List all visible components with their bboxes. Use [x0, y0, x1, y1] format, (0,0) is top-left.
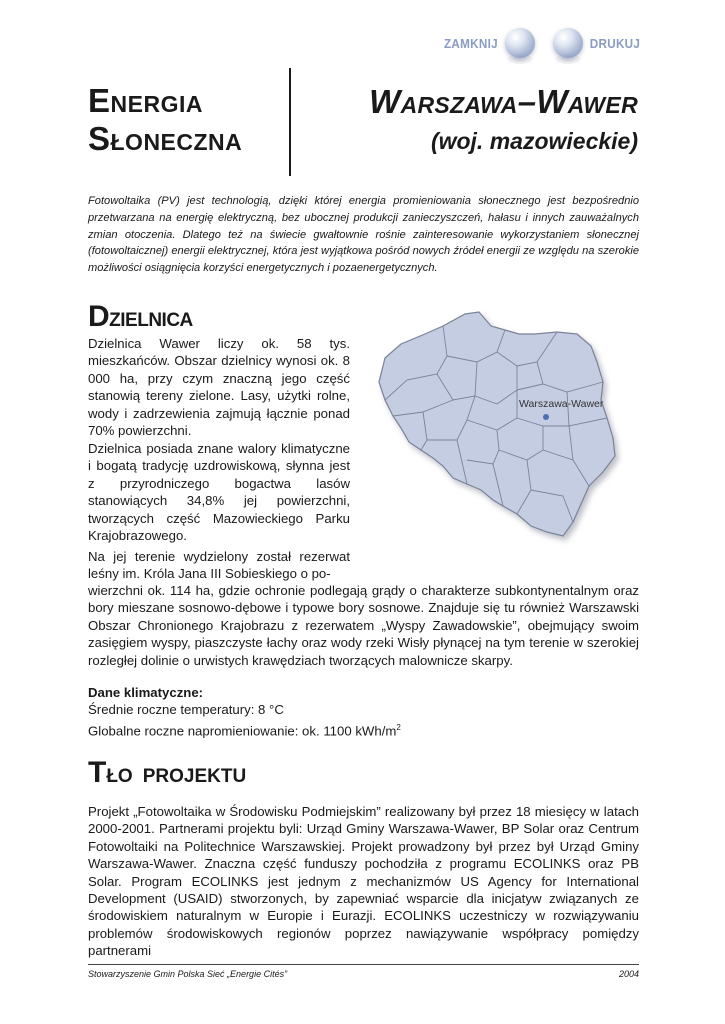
heading-initial: D	[88, 300, 110, 333]
footer-year: 2004	[618, 969, 639, 979]
location-name: Warszawa–Wawer	[369, 83, 638, 120]
title-line-2: Słoneczna	[88, 120, 243, 157]
climate-irradiation-exponent: 2	[396, 722, 401, 732]
poland-map	[367, 300, 637, 552]
section-heading-dzielnica	[88, 300, 193, 334]
dzielnica-paragraph-3-rest: wierzchni ok. 114 ha, gdzie ochronie podlegają grądy o charakterze subkontynentalnym oraz bory mieszane sosnowo-dębowe i typowe bory sosnowe. Znajduje się tu również Warszawski Obszar Chronionego Krajobrazu z rezerwatem „Wyspy Zawadowskie”, obejmujący swoim zasięgiem wyspy, piaszczyste łachy oraz wody rzeki Wisły płynącej na tym terenie w szerokiej rozległej dolinie o urwistych krawędziach tworzących malownicze skarpy.	[88, 583, 639, 668]
section-heading-tlo-projektu	[88, 756, 246, 790]
heading-initial: T	[88, 756, 107, 789]
region-name: (woj. mazowieckie)	[430, 128, 638, 154]
top-nav	[441, 28, 643, 58]
print-button[interactable]: DRUKUJ	[589, 35, 641, 51]
climate-irradiation-text: Globalne roczne napromieniowanie: ok. 1100 kWh/m	[88, 723, 397, 739]
dzielnica-paragraph-1: Dzielnica Wawer liczy ok. 58 tys. mieszkańców. Obszar dzielnicy wynosi ok. 8 000 ha, przy czym znaczną jego część stanowią tereny zielone. Lasy, użytki rolne, wody i zadrzewienia zajmują łącznie ponad 70% powierzchni.	[88, 336, 350, 439]
footer-organization: Stowarzyszenie Gmin Polska Sieć „Energie Cités”	[88, 969, 288, 979]
title-divider	[289, 68, 291, 176]
dzielnica-paragraph-3-start: Na jej terenie wydzielony został rezerwat leśny im. Króla Jana III Sobieskiego o po-	[88, 549, 350, 582]
climate-heading: Dane klimatyczne:	[88, 685, 204, 700]
title-line-1: Energia	[88, 82, 203, 119]
climate-data	[88, 684, 401, 740]
climate-temperature: Średnie roczne temperatury: 8 °C	[88, 702, 284, 718]
page-title	[88, 82, 242, 158]
close-orb-icon[interactable]	[505, 28, 535, 58]
footer-divider	[88, 964, 639, 965]
climate-irradiation	[88, 719, 401, 740]
heading-rest: ZIELNICA	[109, 310, 193, 331]
wawer-location-marker	[543, 414, 549, 420]
close-button[interactable]: ZAMKNIJ	[444, 35, 499, 51]
intro-paragraph: Fotowoltaika (PV) jest technologią, dzięki której energia promieniowania słonecznego jest bezpośrednio przetwarzana na energię elektryczną, bez ubocznej produkcji zanieczyszczeń, hałasu i innych zauważalnych zmian otoczenia. Dlatego też na świecie gwałtownie rośnie zainteresowanie wykorzystaniem słonecznej (fotowoltaicznej) energii elektrycznej, która jest wyjątkowa pośród nowych źródeł energii ze względu na szerokie możliwości osiągnięcia korzyści energetycznych i pozaenergetycznych.	[88, 195, 639, 275]
heading-rest: ŁO	[106, 766, 133, 787]
tlo-paragraph: Projekt „Fotowoltaika w Środowisku Podmiejskim” realizowany był przez 18 miesięcy w latach 2000-2001. Partnerami projektu byli: Urząd Gminy Warszawa-Wawer, BP Solar oraz Centrum Fotowoltaiki na Politechnice Warszawskiej. Projekt prowadzony był przez był Urząd Gminy Warszawa-Wawer. Znaczna część funduszy pochodziła z programu ECOLINKS oraz PB Solar. Program ECOLINKS jest jednym z mechanizmów US Agency for International Development (USAID) stworzonych, by zapewniać wsparcie dla inicjatyw związanych ze środowiskiem naturalnym w Europie i Eurazji. ECOLINKS uczestniczy w rozwiązywaniu problemów środowiskowych regionów poprzez nawiązywanie współpracy pomiędzy partnerami	[88, 804, 639, 959]
print-orb-icon[interactable]	[553, 28, 583, 58]
location-title	[369, 82, 638, 158]
heading-second-word: PROJEKTU	[142, 766, 247, 787]
dzielnica-paragraph-2: Dzielnica posiada znane walory klimatyczne i bogatą tradycję uzdrowiskową, słynna jest z przyrodniczego bogactwa lasów stanowiących 34,8% jej powierzchni, tworzących część Mazowieckiego Parku Krajobrazowego.	[88, 441, 350, 544]
map-location-label: Warszawa-Wawer	[519, 398, 604, 410]
